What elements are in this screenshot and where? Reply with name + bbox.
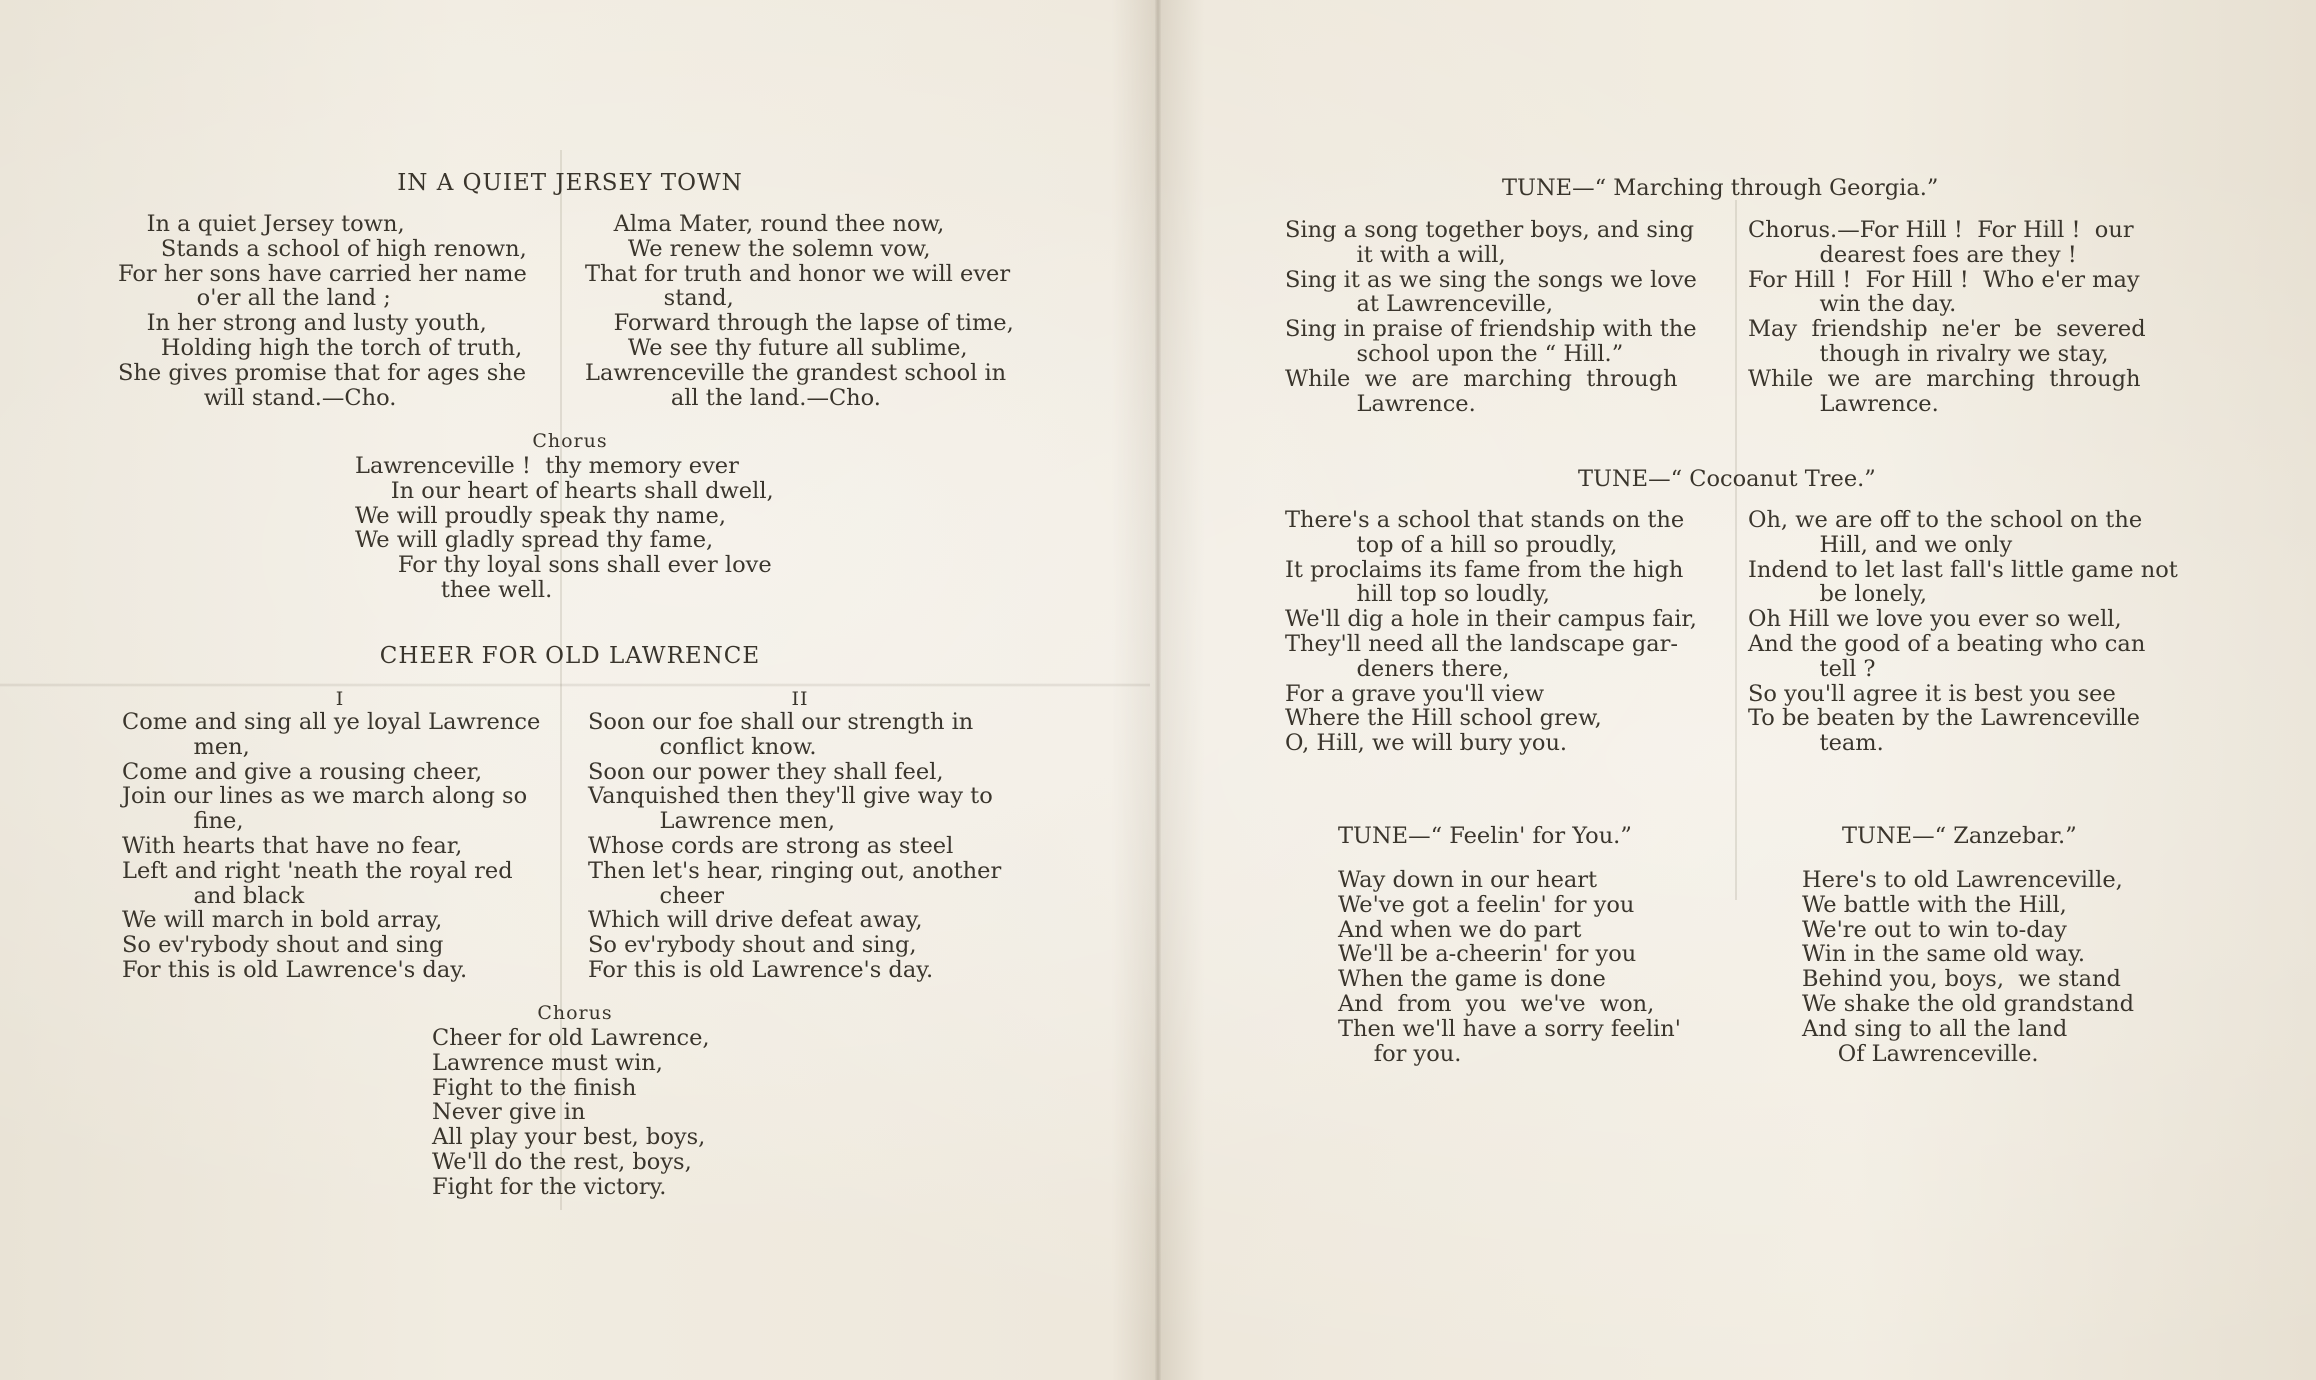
cheer-verse-number-2: II: [791, 688, 809, 710]
georgia-verse: Sing a song together boys, and sing it with a will, Sing it as we sing the songs we love at Lawrenceville, Sing in praise of friendship with the school upon the “ Hill.” While we are marching through Lawrence.: [1285, 217, 1697, 417]
cheer-verse-1: Come and sing all ye loyal Lawrence men, Come and give a rousing cheer, Join our lines as we march along so fine, With hearts that have no fear, Left and right 'neath the royal red and black We will march in bold array, So ev'rybody shout and sing For this is old Lawrence's day.: [122, 709, 541, 983]
cheer-verse-number-1: I: [335, 688, 345, 710]
cocoanut-verse-2: Oh, we are off to the school on the Hill, and we only Indend to let last fall's little game not be lonely, Oh Hill we love you ever so well, And the good of a beating who can tell ? So you'll agree it is best you see To be beaten by the Lawrenceville team.: [1748, 507, 2178, 757]
cocoanut-verse-1: There's a school that stands on the top of a hill so proudly, It proclaims its fame from the high hill top so loudly, We'll dig a hole in their campus fair, They'll need all the landscape gar- deners there, For a grave you'll view Where the Hill school grew, O, Hill, we will bury you.: [1285, 507, 1697, 757]
cheer-title: CHEER FOR OLD LAWRENCE: [379, 643, 761, 669]
zanzebar-verse: Here's to old Lawrenceville, We battle with the Hill, We're out to win to-day Win in the same old way. Behind you, boys, we stand We shake the old grandstand And sing to all the land Of Lawrenceville.: [1802, 867, 2134, 1067]
cheer-chorus-label: Chorus: [537, 1002, 613, 1024]
georgia-chorus: Chorus.—For Hill ! For Hill ! our dearest foes are they ! For Hill ! For Hill ! Who e'er may win the day. May friendship ne'er be severed though in rivalry we stay, While we are marching through Lawrence.: [1748, 217, 2146, 417]
center-fold: [1155, 0, 1161, 1380]
crease-right: [1735, 200, 1737, 900]
quiet-town-chorus-label: Chorus: [532, 430, 608, 452]
zanzebar-tune: TUNE—“ Zanzebar.”: [1842, 823, 2077, 849]
horizontal-fold: [0, 683, 1150, 687]
quiet-town-chorus: Lawrenceville ! thy memory ever In our heart of hearts shall dwell, We will proudly speak thy name, We will gladly spread thy fame, For thy loyal sons shall ever love thee well.: [355, 453, 774, 603]
feelin-tune: TUNE—“ Feelin' for You.”: [1338, 823, 1632, 849]
quiet-town-verse-1: In a quiet Jersey town, Stands a school of high renown, For her sons have carried her name o'er all the land ; In her strong and lusty youth, Holding high the torch of truth, She gives promise that for ages she will stand.—Cho.: [118, 211, 527, 411]
feelin-verse: Way down in our heart We've got a feelin' for you And when we do part We'll be a-cheerin' for you When the game is done And from you we've won, Then we'll have a sorry feelin' for you.: [1338, 867, 1681, 1067]
quiet-town-title: IN A QUIET JERSEY TOWN: [397, 170, 743, 196]
quiet-town-verse-2: Alma Mater, round thee now, We renew the solemn vow, That for truth and honor we will ever stand, Forward through the lapse of time, We see thy future all sublime, Lawrenceville the grandest school in all the land.—Cho.: [585, 211, 1014, 411]
cocoanut-tune: TUNE—“ Cocoanut Tree.”: [1578, 466, 1876, 492]
cheer-verse-2: Soon our foe shall our strength in conflict know. Soon our power they shall feel, Vanquished then they'll give way to Lawrence men, Whose cords are strong as steel Then let's hear, ringing out, another cheer Which will drive defeat away, So ev'rybody shout and sing, For this is old Lawrence's day.: [588, 709, 1002, 983]
cheer-chorus: Cheer for old Lawrence, Lawrence must win, Fight to the finish Never give in All play your best, boys, We'll do the rest, boys, Fight for the victory.: [432, 1025, 710, 1200]
georgia-tune: TUNE—“ Marching through Georgia.”: [1502, 175, 1939, 201]
